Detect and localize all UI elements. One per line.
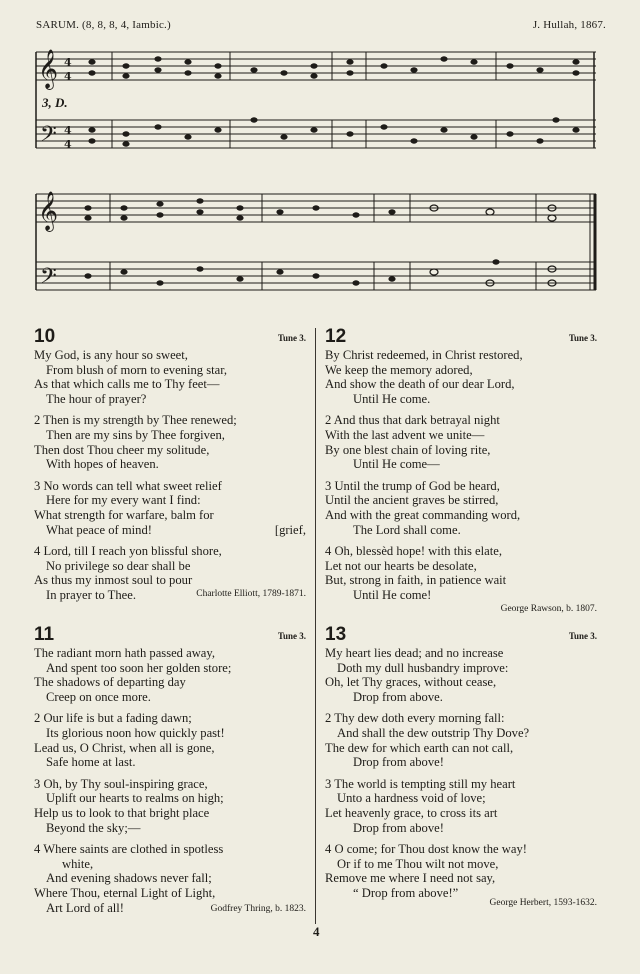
hymn-13 [325, 624, 597, 915]
hymn-number: 11 [34, 624, 55, 645]
author-attribution: Godfrey Thring, b. 1823. [210, 903, 306, 914]
verse-line: The dew for which earth can not call, [325, 740, 514, 755]
stanza [325, 479, 597, 537]
verse-line: “ Drop from above!” [353, 885, 459, 900]
verse-line: And show the death of our dear Lord, [325, 377, 515, 392]
verse-line: Beyond the sky;— [46, 820, 141, 835]
verse-line: 4 Lord, till I reach yon blissful shore, [34, 544, 222, 559]
verse-line: From blush of morn to evening star, [46, 362, 228, 377]
verse-line: 3 The world is tempting still my heart [325, 776, 516, 791]
verse-line: The radiant morn hath passed away, [34, 646, 216, 660]
verse-line: Creep on once more. [46, 689, 151, 704]
verse-line: 4 Oh, blessèd hope! with this elate, [325, 544, 502, 559]
verse-line: Its glorious noon how quickly past! [46, 725, 225, 740]
hymn-11 [34, 624, 306, 922]
verse-line: Oh, let Thy graces, without cease, [325, 675, 497, 690]
verse-line: And with the great commanding word, [325, 507, 521, 522]
verse-line: With hopes of heaven. [46, 457, 159, 472]
verse-line: Uplift our hearts to realms on high; [46, 791, 224, 806]
verse-line: In prayer to Thee. [46, 587, 136, 602]
page-number: 4 [313, 924, 320, 939]
stanza [34, 777, 306, 835]
verse-line: [grief, [274, 522, 306, 537]
verse-line: Until He come— [353, 457, 440, 472]
stanza [325, 413, 597, 471]
verse-line: The hour of prayer? [46, 391, 147, 406]
stanza [34, 711, 306, 769]
verse-line: Until the ancient graves be stirred, [325, 493, 499, 508]
svg-text:4: 4 [64, 124, 72, 137]
verse-line: With the last advent we unite— [325, 427, 485, 442]
hymn-12 [325, 326, 597, 621]
tune-composer: J. Hullah, 1867. [532, 19, 606, 31]
verse-line: My heart lies dead; and no increase [325, 646, 504, 660]
stanza [34, 842, 306, 915]
verse-line [34, 523, 306, 538]
verse-line: Remove me where I need not say, [325, 871, 496, 886]
verse-line: Doth my dull husbandry improve: [337, 660, 509, 675]
verse-line: And shall the dew outstrip Thy Dove? [337, 725, 530, 740]
verse-line: 3 No words can tell what sweet relief [34, 478, 222, 493]
verse-line: Let not our hearts be desolate, [325, 558, 477, 573]
stanza [325, 544, 597, 613]
verse-line: What peace of mind! [46, 522, 152, 537]
hymn-number: 12 [325, 326, 347, 347]
verse-line: The shadows of departing day [34, 675, 186, 690]
svg-text:𝄢: 𝄢 [40, 122, 57, 152]
verse-line: 2 Thy dew doth every morning fall: [325, 711, 505, 726]
verse-line: The Lord shall come. [353, 522, 461, 537]
verse-line: But, strong in faith, in patience wait [325, 573, 507, 588]
tune-reference: Tune 3. [568, 333, 597, 343]
verse-line: Drop from above! [353, 755, 444, 770]
verse-line: 3 Oh, by Thy soul-inspiring grace, [34, 776, 208, 791]
verse-line: Where Thou, eternal Light of Light, [34, 885, 216, 900]
tune-title: SARUM. (8, 8, 8, 4, Iambic.) [36, 19, 171, 31]
verse-line: What strength for warfare, balm for [34, 507, 214, 522]
verse-line: Until He come. [353, 391, 431, 406]
verse-line: Here for my every want I find: [46, 493, 201, 508]
stanza [34, 348, 306, 406]
tune-reference: Tune 3. [568, 631, 597, 641]
hymn-number: 13 [325, 624, 347, 645]
verse-line: 4 Where saints are clothed in spotless [34, 842, 224, 857]
verse-line: Then are my sins by Thee forgiven, [46, 427, 225, 442]
verse-line: No privilege so dear shall be [46, 558, 191, 573]
tune-meter: (8, 8, 8, 4, Iambic.) [82, 19, 171, 31]
verse-line: As that which calls me to Thy feet— [34, 377, 220, 392]
hymn-10 [34, 326, 306, 606]
verse-line: 4 O come; for Thou dost know the way! [325, 842, 527, 857]
music-staff-system-1 [0, 40, 640, 170]
tune-header [36, 19, 606, 37]
author-attribution: Charlotte Elliott, 1789-1871. [196, 588, 306, 599]
verse-line: And evening shadows never fall; [46, 871, 212, 886]
svg-text:4: 4 [64, 56, 72, 69]
stanza [34, 646, 306, 704]
svg-text:𝄞: 𝄞 [38, 49, 59, 89]
tune-reference: Tune 3. [277, 631, 306, 641]
verse-line: My God, is any hour so sweet, [34, 348, 188, 362]
svg-text:𝄢: 𝄢 [40, 264, 57, 294]
tune-reference: Tune 3. [277, 333, 306, 343]
stanza [325, 348, 597, 406]
verse-line [34, 901, 306, 916]
author-attribution: George Rawson, b. 1807. [500, 603, 597, 614]
verse-line: And spent too soon her golden store; [46, 660, 232, 675]
verse-line: Then dost Thou cheer my solitude, [34, 442, 210, 457]
verse-line: Let heavenly grace, to cross its art [325, 805, 498, 820]
verse-line: Drop from above. [353, 689, 443, 704]
stanza [34, 544, 306, 602]
verse-line: Until He come! [353, 587, 432, 602]
hymn-number: 10 [34, 326, 56, 347]
verse-line: Lead us, O Christ, when all is gone, [34, 740, 215, 755]
verse-line: white, [62, 856, 94, 871]
verse-line: Drop from above! [353, 820, 444, 835]
music-staff-system-2 [0, 182, 640, 312]
verse-line: Unto a hardness void of love; [337, 791, 486, 806]
verse-line: We keep the memory adored, [325, 362, 473, 377]
stanza [325, 842, 597, 907]
svg-text:4: 4 [64, 138, 72, 151]
verse-line: Safe home at last. [46, 755, 136, 770]
stanza [325, 646, 597, 704]
svg-text:𝄞: 𝄞 [38, 191, 59, 231]
verse-line: 3 Until the trump of God be heard, [325, 478, 500, 493]
stanza [34, 479, 306, 537]
verse-line: Or if to me Thou wilt not move, [337, 856, 499, 871]
verse-line: 2 Our life is but a fading dawn; [34, 711, 192, 726]
key-label: 3, D. [42, 95, 68, 110]
verse-line: As thus my inmost soul to pour [34, 573, 193, 588]
stanza [325, 711, 597, 769]
svg-text:4: 4 [64, 70, 72, 83]
verse-line: 2 Then is my strength by Thee renewed; [34, 413, 237, 428]
verse-line: Art Lord of all! [46, 900, 124, 915]
stanza [34, 413, 306, 471]
verse-line: By Christ redeemed, in Christ restored, [325, 348, 523, 362]
stanza [325, 777, 597, 835]
author-attribution: George Herbert, 1593-1632. [489, 897, 597, 908]
column-divider [315, 328, 316, 924]
verse-line: By one blest chain of loving rite, [325, 442, 491, 457]
verse-line: Help us to look to that bright place [34, 805, 210, 820]
verse-line: 2 And thus that dark betrayal night [325, 413, 500, 428]
